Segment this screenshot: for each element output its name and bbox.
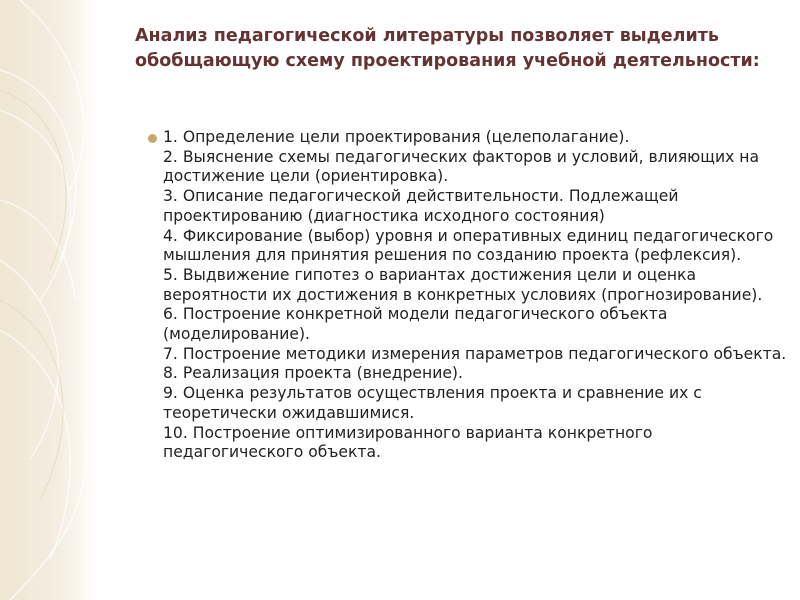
list-item: 8. Реализация проекта (внедрение). — [163, 364, 463, 383]
list-item: 7. Построение методики измерения параметров педагогического объекта. — [163, 344, 787, 363]
slide-title: Анализ педагогической литературы позволяет выделить обобщающую схему проектирования учебной деятельности: — [135, 26, 760, 71]
bullet-icon — [148, 134, 157, 143]
list-item: 10. Построение оптимизированного варианта конкретного педагогического объекта. — [163, 423, 653, 462]
decorative-curves — [0, 0, 95, 600]
decorative-side-band — [0, 0, 95, 600]
list-item: 5. Выдвижение гипотез о вариантах достижения цели и оценка вероятности их достижения в конкретных условиях (прогнозирование). — [163, 265, 763, 304]
content-block — [148, 128, 788, 463]
steps-list — [163, 128, 788, 463]
list-item: 9. Оценка результатов осуществления проекта и сравнение их с теоретически ожидавшимися. — [163, 384, 702, 422]
list-item: 3. Описание педагогической действительности. Подлежащей проектированию (диагностика исходного состояния) — [163, 187, 679, 225]
list-item: 2. Выяснение схемы педагогических факторов и условий, влияющих на достижение цели (ориентировка). — [163, 147, 760, 186]
list-item: 1. Определение цели проектирования (целеполагание). — [163, 128, 630, 146]
list-item: 4. Фиксирование (выбор) уровня и оперативных единиц педагогического мышления для принятия решения по созданию проекта (рефлексия). — [163, 226, 774, 265]
list-item: 6. Построение конкретной модели педагогического объекта (моделирование). — [163, 305, 668, 344]
